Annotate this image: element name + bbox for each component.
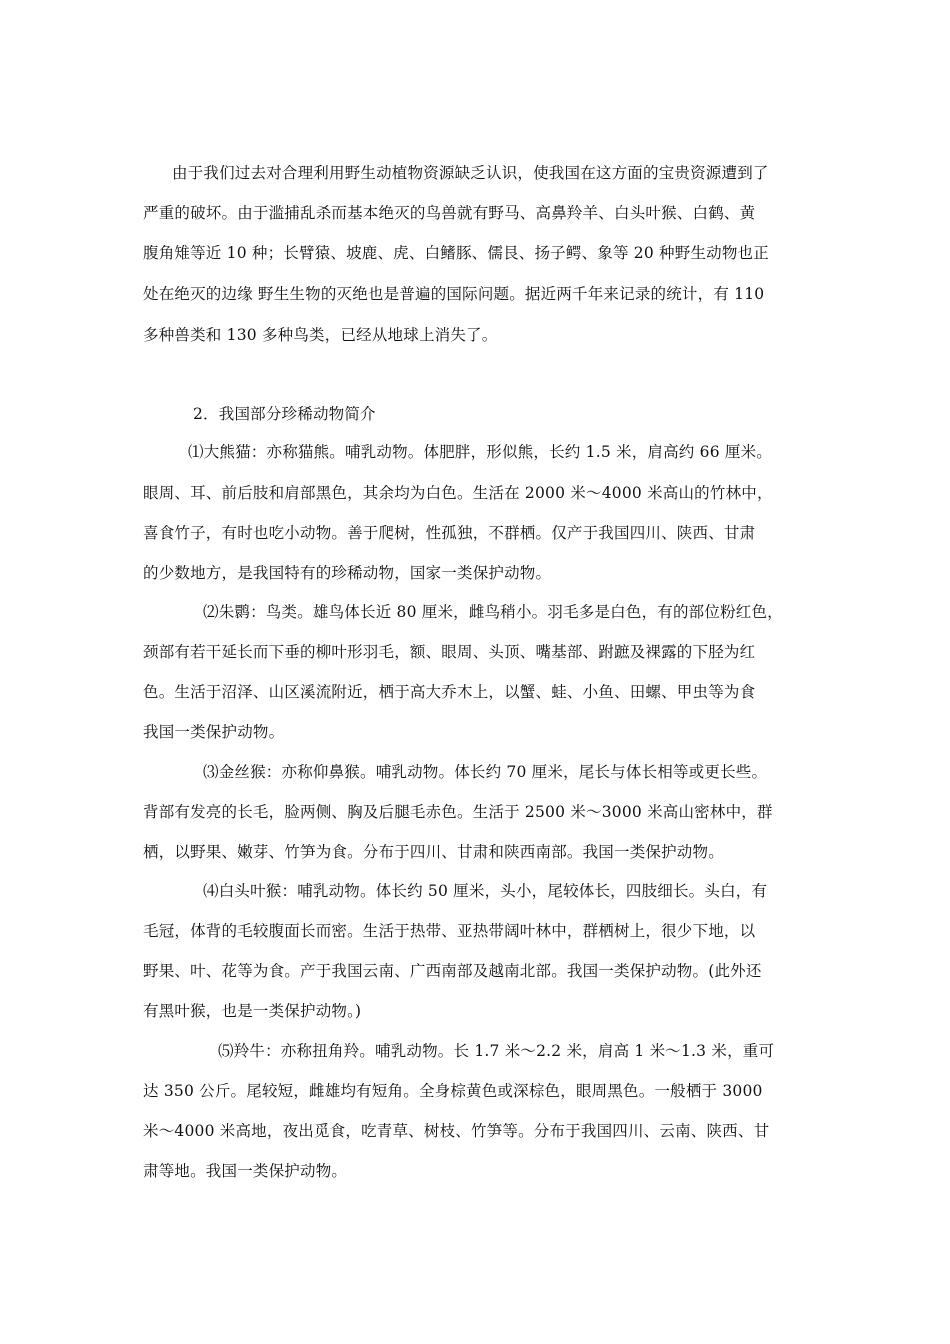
entry-line: 喜食竹子，有时也吃小动物。善于爬树，性孤独，不群栖。仅产于我国四川、陕西、甘肃 [143,524,756,542]
entry-line: ⑴大熊猫：亦称猫熊。哺乳动物。体肥胖，形似熊，长约 1.5 米，肩高约 66 厘米。 [188,443,772,461]
entry-line: 米～4000 米高地，夜出觅食，吃青草、树枝、竹笋等。分布于我国四川、云南、陕西、甘 [143,1122,770,1140]
entry-line: 背部有发亮的长毛，脸两侧、胸及后腿毛赤色。生活于 2500 米～3000 米高山密林中，群 [143,803,773,821]
entry-line: 栖，以野果、嫩芽、竹笋为食。分布于四川、甘肃和陕西南部。我国一类保护动物。 [143,843,724,861]
entry-line: 我国一类保护动物。 [143,723,285,741]
intro-line: 由于我们过去对合理利用野生动植物资源缺乏认识，使我国在这方面的宝贵资源遭到了 [172,164,769,182]
intro-line: 多种兽类和 130 多种鸟类，已经从地球上消失了。 [143,326,498,344]
entry-line: 眼周、耳、前后肢和肩部黑色，其余均为白色。生活在 2000 米～4000 米高山的竹林中， [143,484,773,502]
entry-line: 肃等地。我国一类保护动物。 [143,1162,348,1180]
entry-line: 达 350 公斤。尾较短，雌雄均有短角。全身棕黄色或深棕色，眼周黑色。一般栖于 3000 [143,1082,763,1100]
entry-line: ⑵朱鹮：鸟类。雄鸟体长近 80 厘米，雌鸟稍小。羽毛多是白色，有的部位粉红色， [203,603,783,621]
entry-line: 毛冠，体背的毛较腹面长而密。生活于热带、亚热带阔叶林中，群栖树上，很少下地，以 [143,922,756,940]
entry-line: 色。生活于沼泽、山区溪流附近，栖于高大乔木上，以蟹、蛙、小鱼、田螺、甲虫等为食 [143,683,756,701]
entry-line: 的少数地方，是我国特有的珍稀动物，国家一类保护动物。 [143,564,552,582]
entry-line: ⑸羚牛：亦称扭角羚。哺乳动物。长 1.7 米～2.2 米，肩高 1 米～1.3 米，重可 [218,1042,775,1060]
entry-line: ⑶金丝猴：亦称仰鼻猴。哺乳动物。体长约 70 厘米，尾长与体长相等或更长些。 [203,763,768,781]
intro-line: 腹角雉等近 10 种；长臂猿、坡鹿、虎、白鳍豚、儒艮、扬子鳄、象等 20 种野生动物也正 [143,244,769,262]
entry-line: ⑷白头叶猴：哺乳动物。体长约 50 厘米，头小，尾较体长，四肢细长。头白，有 [203,882,768,900]
intro-line: 处在绝灭的边缘 野生生物的灭绝也是普遍的国际问题。据近两千年来记录的统计，有 110 [143,285,765,303]
entry-line: 有黑叶猴，也是一类保护动物。) [143,1002,362,1020]
intro-line: 严重的破坏。由于滥捕乱杀而基本绝灭的鸟兽就有野马、高鼻羚羊、白头叶猴、白鹤、黄 [143,204,756,222]
entry-line: 颈部有若干延长而下垂的柳叶形羽毛，额、眼周、头顶、嘴基部、跗蹠及裸露的下胫为红 [143,643,756,661]
section-heading: 2．我国部分珍稀动物简介 [193,405,376,423]
entry-line: 野果、叶、花等为食。产于我国云南、广西南部及越南北部。我国一类保护动物。(此外还 [143,962,762,980]
